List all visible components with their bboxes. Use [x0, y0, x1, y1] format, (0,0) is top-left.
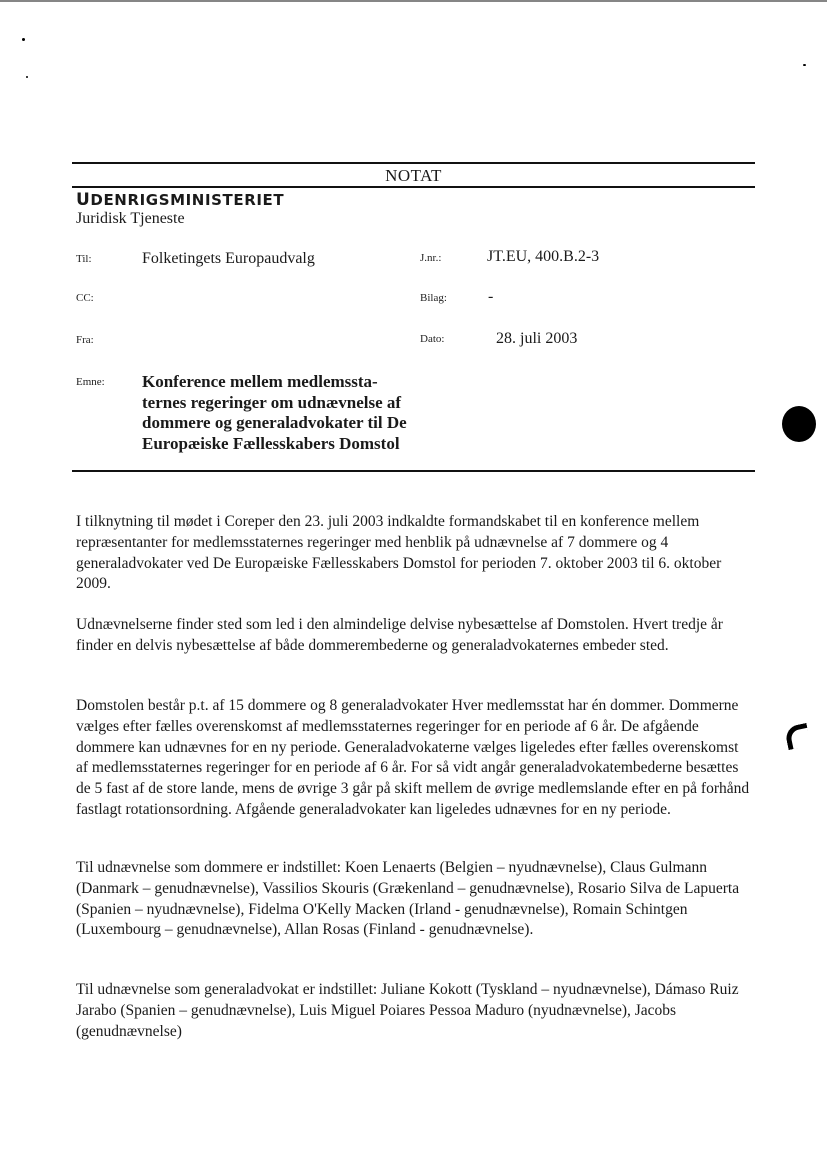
header-mid-rule — [72, 186, 755, 188]
jnr-label: J.nr.: — [420, 252, 442, 264]
body-paragraph-1: I tilknytning til mødet i Coreper den 23. juli 2003 indkaldte formandskabet til en konference mellem repræsentanter for medlemsstaternes regeringer med henblik på udnævnelse af 7 dommere og 4 generaladvokater ved De Europæiske Fællesskabers Domstol for perioden 7. oktober 2003 til 6. oktober 2009. — [76, 513, 722, 593]
document-title: NOTAT — [385, 166, 442, 185]
emne-value: Konference mellem medlemssta-ternes regeringer om udnævnelse af dommere og generaladvokater til De Europæiske Fællesskabers Domstol — [142, 372, 407, 453]
body-paragraph-3: Domstolen består p.t. af 15 dommere og 8 generaladvokater Hver medlemsstat har én dommer. Dommerne vælges efter fælles overenskomst af medlemsstaternes regeringer for en periode af 6 år. De afgående dommere kan udnævnes for en ny periode. Generaladvokaterne vælges ligeledes efter fælles overenskomst af medlemsstaternes regeringer for en periode af 6 år. For så vidt angår generaladvokatembederne besættes de 5 fast af de store lande, mens de øvrige 3 går på skift mellem de øvrige medlemslande efter en på forhånd fastlagt rotationsordning. Afgående generaladvokater kan ligeledes udnævnes for en ny periode. — [76, 697, 750, 818]
fra-label: Fra: — [76, 334, 94, 346]
scan-speck — [803, 64, 806, 66]
dato-value: 28. juli 2003 — [496, 330, 578, 347]
ministry-rest: DENRIGSMINISTERIET — [90, 191, 285, 209]
scan-edge-line — [0, 0, 827, 2]
department-name: Juridisk Tjeneste — [76, 210, 185, 227]
body-paragraph-5: Til udnævnelse som generaladvokat er indstillet: Juliane Kokott (Tyskland – nyudnævnelse), Dámaso Ruiz Jarabo (Spanien – genudnævnelse), Luis Miguel Poiares Pessoa Maduro (nyudnævnelse), Jacobs (genudnævnelse) — [76, 981, 739, 1040]
header-bottom-rule — [72, 470, 755, 472]
header-top-rule — [72, 162, 755, 164]
staple-mark — [784, 723, 811, 750]
body-paragraph-2: Udnævnelserne finder sted som led i den almindelige delvise nybesættelse af Domstolen. Hvert tredje år finder en delvis nybesættelse af både dommerembederne og generaladvokaternes embeder sted. — [76, 616, 723, 654]
til-value: Folketingets Europaudvalg — [142, 250, 315, 267]
bilag-value: - — [488, 288, 494, 305]
body-paragraph-4: Til udnævnelse som dommere er indstillet: Koen Lenaerts (Belgien – nyudnævnelse), Claus Gulmann (Danmark – genudnævnelse), Vassilios Skouris (Grækenland – genudnævnelse), Rosario Silva de Lapuerta (Spanien – nyudnævnelse), Fidelma O'Kelly Macken (Irland - genudnævnelse), Romain Schintgen (Luxembourg – genudnævnelse), Allan Rosas (Finland - genudnævnelse). — [76, 859, 740, 939]
ministry-name — [76, 190, 284, 210]
dato-label: Dato: — [420, 333, 445, 345]
ministry-initial: U — [76, 190, 91, 210]
emne-label: Emne: — [76, 376, 105, 388]
cc-label: CC: — [76, 292, 94, 304]
scan-speck — [26, 76, 28, 78]
bilag-label: Bilag: — [420, 292, 447, 304]
jnr-value: JT.EU, 400.B.2-3 — [487, 248, 600, 265]
punch-hole-mark — [782, 406, 816, 442]
til-label: Til: — [76, 253, 92, 265]
scan-speck — [22, 38, 25, 41]
